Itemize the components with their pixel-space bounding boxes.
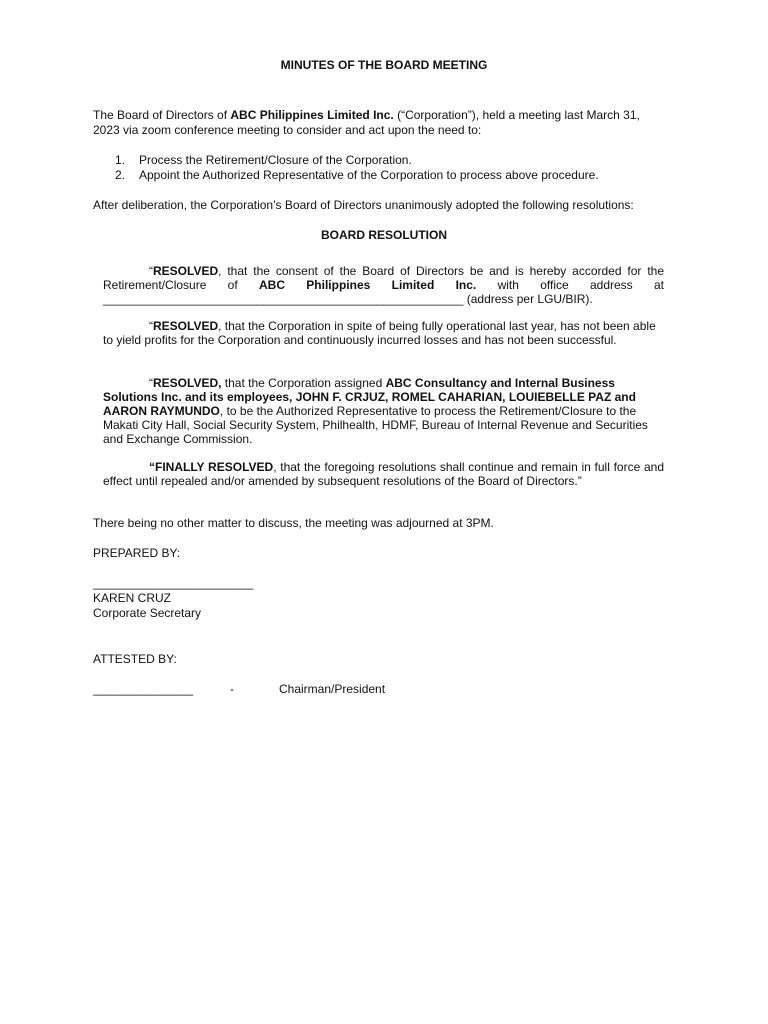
separator-dash: - bbox=[230, 682, 234, 696]
signature-line: _______________ bbox=[93, 682, 194, 696]
signature-line: ________________________ bbox=[93, 576, 254, 590]
quote-mark: “ bbox=[149, 319, 153, 333]
attested-by-label: ATTESTED BY: bbox=[93, 652, 177, 666]
resolution-2-lead: RESOLVED bbox=[153, 319, 219, 333]
resolution-3-text: that the Corporation assigned bbox=[221, 376, 386, 390]
resolution-1-lead: RESOLVED bbox=[153, 264, 219, 278]
secretary-signature-block bbox=[93, 576, 253, 621]
chairman-title: Chairman/President bbox=[279, 682, 386, 696]
company-name: ABC Philippines Limited Inc. bbox=[230, 108, 394, 122]
resolution-3 bbox=[103, 376, 664, 446]
quote-mark: “ bbox=[149, 264, 153, 278]
document-title: MINUTES OF THE BOARD MEETING bbox=[280, 58, 488, 72]
intro-text-start: The Board of Directors of bbox=[93, 108, 231, 122]
intro-text-end: (“Corporation”), held a meeting last March 31, 2023 via zoom conference meeting to consider and act upon the need to: bbox=[93, 108, 640, 137]
board-resolution-heading: BOARD RESOLUTION bbox=[321, 228, 447, 242]
resolution-1-company: ABC Philippines Limited Inc. bbox=[259, 278, 477, 292]
quote-mark: “ bbox=[149, 376, 153, 390]
resolution-3-lead: RESOLVED, bbox=[153, 376, 222, 390]
secretary-title: Corporate Secretary bbox=[93, 606, 202, 620]
resolution-4-lead: “FINALLY RESOLVED bbox=[149, 460, 274, 474]
agenda-item-text: Process the Retirement/Closure of the Corporation. bbox=[139, 153, 412, 167]
closing-paragraph: There being no other matter to discuss, the meeting was adjourned at 3PM. bbox=[93, 516, 494, 530]
resolution-4 bbox=[103, 460, 664, 488]
resolution-3-text-end: , to be the Authorized Representative to process the Retirement/Closure to the Makati City Hall, Social Security System, Philhealth, HDMF, Bureau of Internal Revenue and Securities and Exchange Commission. bbox=[103, 404, 648, 446]
resolution-3-representatives: ABC Consultancy and Internal Business Solutions Inc. and its employees, JOHN F. CRJUZ, ROMEL CAHARIAN, LOUIEBELLE PAZ and AARON RAYMUNDO bbox=[103, 376, 636, 418]
deliberation-paragraph: After deliberation, the Corporation’s Board of Directors unanimously adopted the following resolutions: bbox=[93, 198, 634, 212]
agenda-item-number: 2. bbox=[115, 168, 126, 182]
resolution-1-text: , that the consent of the Board of Directors be and is hereby accorded for the Retirement/Closure of bbox=[103, 264, 664, 292]
chairman-signature-block bbox=[93, 682, 493, 698]
agenda-item-text: Appoint the Authorized Representative of the Corporation to process above procedure. bbox=[139, 168, 599, 182]
resolution-1-address: with office address at ______________________________________________________ (address per LGU/BIR). bbox=[103, 278, 664, 306]
agenda-item bbox=[115, 168, 675, 183]
agenda-item bbox=[115, 153, 675, 168]
resolution-2 bbox=[103, 319, 664, 347]
agenda-list bbox=[115, 153, 675, 183]
agenda-item-number: 1. bbox=[115, 153, 126, 167]
prepared-by-label: PREPARED BY: bbox=[93, 546, 181, 560]
secretary-name: KAREN CRUZ bbox=[93, 591, 172, 605]
resolution-2-text: , that the Corporation in spite of being fully operational last year, has not been able to yield profits for the Corporation and continuously incurred losses and has not been successful. bbox=[103, 319, 656, 347]
intro-paragraph bbox=[93, 108, 668, 138]
resolution-4-text: , that the foregoing resolutions shall continue and remain in full force and effect until repealed and/or amended by subsequent resolutions of the Board of Directors.” bbox=[103, 460, 664, 488]
resolution-1 bbox=[103, 264, 664, 306]
